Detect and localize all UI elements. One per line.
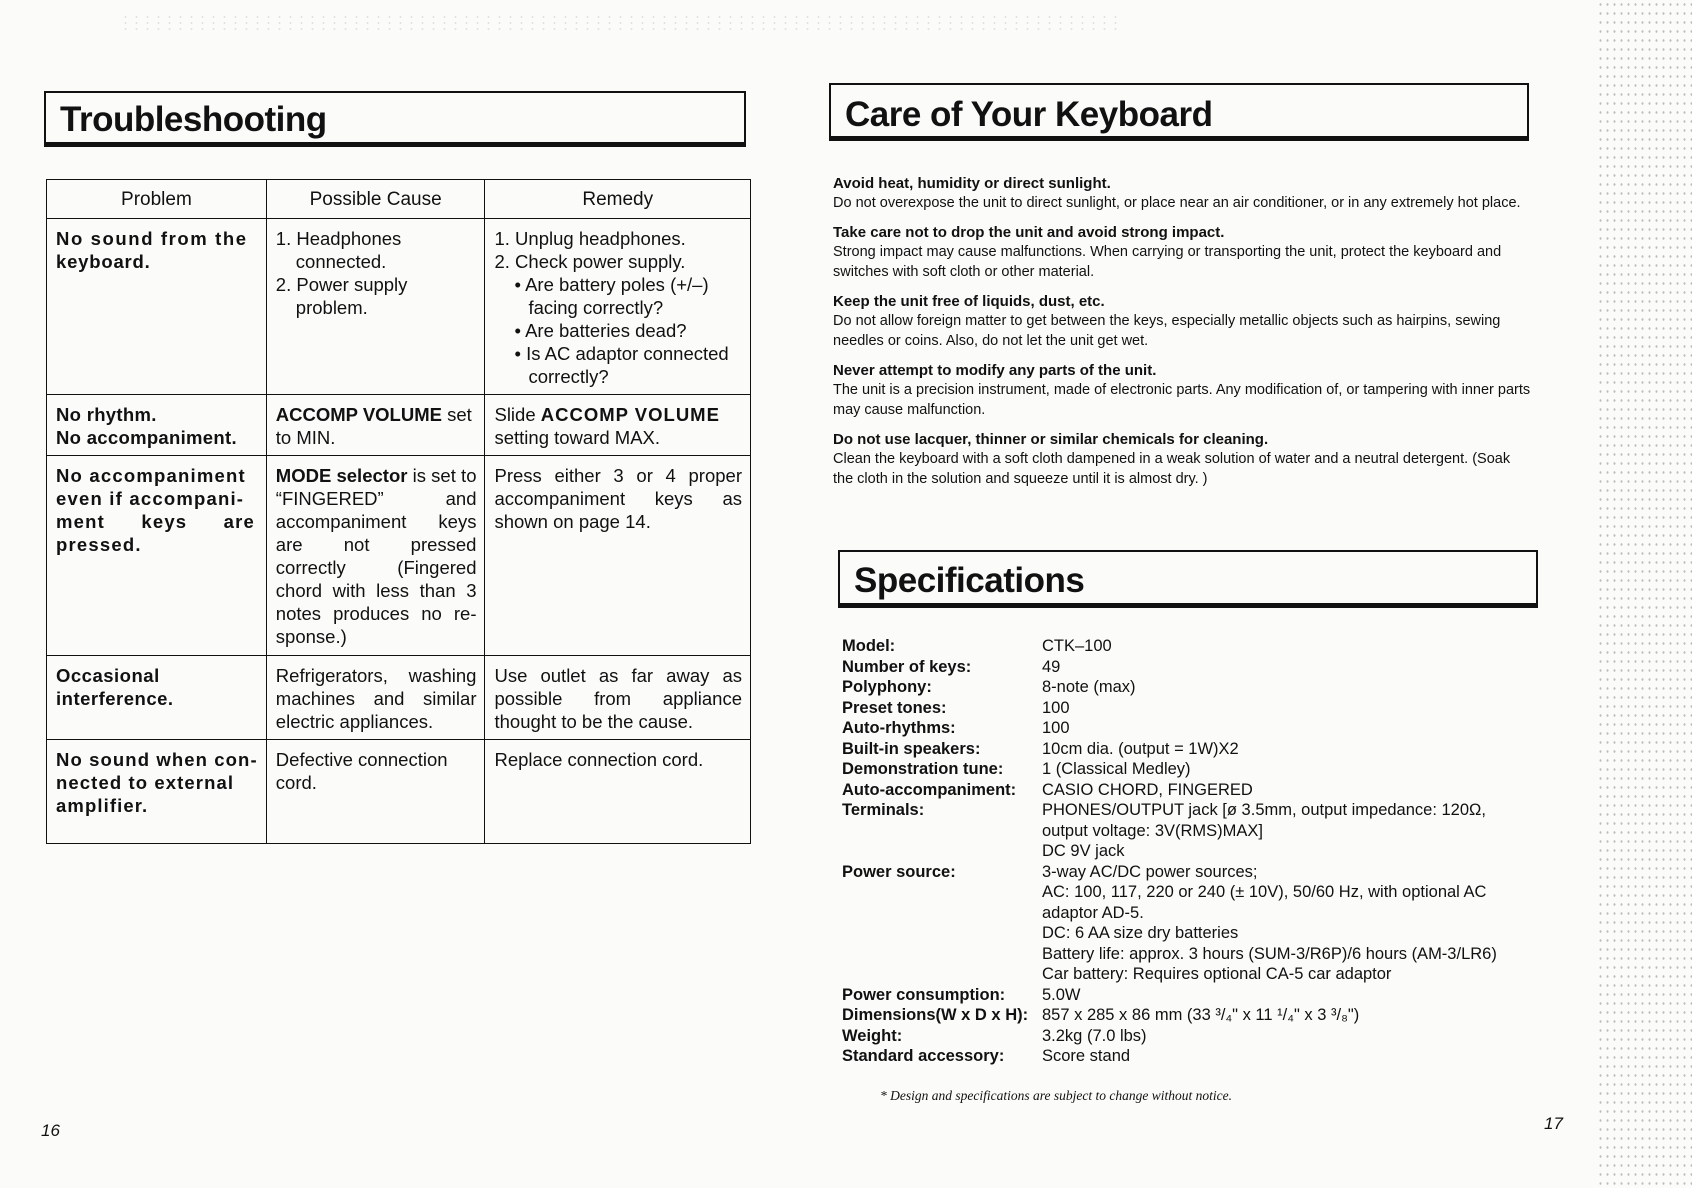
spec-value: Battery life: approx. 3 hours (SUM-3/R6P)/6 hours (AM-3/LR6) xyxy=(1042,944,1497,963)
problem-line: Occasional xyxy=(56,665,160,686)
spec-value: 3-way AC/DC power sources; xyxy=(1042,862,1258,881)
remedy-line: correctly? xyxy=(528,366,609,387)
care-text: Do not allow foreign matter to get between the keys, especially metallic objects such as hairpins, sewing needles or coins. Also, do not let the unit get wet. xyxy=(833,313,1501,349)
cause-text: is set to “FINGERED” and accompaniment keys are not pressed correctly (Fingered chord with less than 3 notes produces no re-sponse.) xyxy=(275,465,477,647)
spec-label: Weight: xyxy=(842,1026,903,1045)
remedy-cell: Replace connection cord. xyxy=(485,740,751,844)
cause-cell: Refrigerators, washing machines and similar electric appliances. xyxy=(266,656,485,740)
problem-cell xyxy=(47,456,267,656)
spec-value: PHONES/OUTPUT jack [ø 3.5mm, output impedance: 120Ω, xyxy=(1042,801,1486,819)
remedy-line: • Are battery poles (+/–) xyxy=(514,274,709,295)
problem-line: No sound from the xyxy=(56,228,248,249)
remedy-cell: Use outlet as far away as possible from appliance thought to be the cause. xyxy=(485,656,751,740)
spec-label: Power source: xyxy=(842,862,956,881)
remedy-cell xyxy=(485,219,751,395)
remedy-cell: Press either 3 or 4 proper accompaniment keys as shown on page 14. xyxy=(485,456,751,656)
problem-line: amplifier. xyxy=(56,795,149,816)
spec-value: Car battery: Requires optional CA-5 car adaptor xyxy=(1042,965,1392,983)
spec-value: 5.0W xyxy=(1042,985,1081,1004)
spec-label: Power consumption: xyxy=(842,985,1006,1004)
spec-value: AC: 100, 117, 220 or 240 (± 10V), 50/60 Hz, with optional AC xyxy=(1042,883,1487,901)
problem-line: No rhythm. xyxy=(56,404,157,425)
spec-row xyxy=(842,985,1542,1006)
spec-row xyxy=(842,718,1542,739)
care-item xyxy=(833,292,1533,351)
remedy-cell xyxy=(485,395,751,456)
header-cause: Possible Cause xyxy=(266,180,485,219)
spec-value: CTK–100 xyxy=(1042,637,1112,655)
spec-row xyxy=(842,698,1542,719)
cause-cell: Defective connection cord. xyxy=(266,740,485,844)
care-text: Clean the keyboard with a soft cloth dampened in a weak solution of water and a neutral detergent. (Soak the cloth in the solution and squeeze until it is almost dry. ) xyxy=(833,451,1511,487)
care-text: Strong impact may cause malfunctions. When carrying or transporting the unit, protect the keyboard and switches with soft cloth or other material. xyxy=(833,244,1502,280)
spec-value: 1 (Classical Medley) xyxy=(1042,760,1191,778)
problem-line: nected to external xyxy=(56,772,235,793)
problem-cell xyxy=(47,740,267,844)
spec-row xyxy=(842,862,1542,985)
spec-value: output voltage: 3V(RMS)MAX] xyxy=(1042,821,1264,840)
table-row xyxy=(47,656,751,740)
problem-line: interference. xyxy=(56,688,174,709)
care-heading: Do not use lacquer, thinner or similar chemicals for cleaning. xyxy=(833,431,1269,448)
cause-bold: ACCOMP VOLUME xyxy=(275,404,442,425)
specs-title: Specifications xyxy=(854,561,1085,600)
spec-value: DC: 6 AA size dry batteries xyxy=(1042,924,1239,942)
cause-cell xyxy=(266,456,485,656)
spec-row xyxy=(842,759,1542,780)
table-row xyxy=(47,395,751,456)
care-title-box xyxy=(829,83,1529,141)
cause-line: 1. Headphones xyxy=(275,228,402,249)
care-heading: Keep the unit free of liquids, dust, etc. xyxy=(833,293,1105,310)
care-heading: Avoid heat, humidity or direct sunlight. xyxy=(833,175,1111,192)
remedy-bold: ACCOMP VOLUME xyxy=(540,404,720,425)
care-item xyxy=(833,223,1533,282)
spec-row xyxy=(842,1046,1542,1067)
spec-label: Auto-rhythms: xyxy=(842,719,956,737)
spec-label: Model: xyxy=(842,637,896,655)
care-text: Do not overexpose the unit to direct sunlight, or place near an air conditioner, or in any extremely hot place. xyxy=(833,195,1521,211)
spec-value: 10cm dia. (output = 1W)X2 xyxy=(1042,739,1239,758)
spec-value: 49 xyxy=(1042,657,1061,676)
table-header-row xyxy=(47,180,751,219)
spec-row xyxy=(842,1005,1542,1026)
problem-line: even if accompani- xyxy=(56,488,245,509)
spec-row xyxy=(842,636,1542,657)
cause-cell xyxy=(266,395,485,456)
spec-row xyxy=(842,739,1542,760)
spec-row xyxy=(842,780,1542,801)
page-edge-speckle xyxy=(1597,0,1692,1188)
spec-value: 100 xyxy=(1042,698,1070,717)
remedy-line: facing correctly? xyxy=(528,297,664,318)
problem-cell xyxy=(47,656,267,740)
spec-label: Standard accessory: xyxy=(842,1047,1005,1065)
cause-line: 2. Power supply xyxy=(275,274,408,295)
remedy-line: 2. Check power supply. xyxy=(494,251,686,272)
spec-value: adaptor AD-5. xyxy=(1042,903,1144,922)
specs-footnote: * Design and specifications are subject to change without notice. xyxy=(880,1088,1232,1103)
cause-line: connected. xyxy=(295,251,387,272)
care-item xyxy=(833,430,1533,489)
care-item xyxy=(833,361,1533,420)
spec-value: Score stand xyxy=(1042,1047,1131,1065)
problem-line: No accompaniment xyxy=(56,465,246,486)
care-title: Care of Your Keyboard xyxy=(845,95,1213,134)
problem-line: No sound when con- xyxy=(56,749,258,770)
cause-text: set to MIN. xyxy=(275,404,472,448)
remedy-line: • Is AC adaptor connected xyxy=(514,343,729,364)
spec-label: Demonstration tune: xyxy=(842,760,1004,778)
spec-label: Number of keys: xyxy=(842,657,972,676)
spec-label: Polyphony: xyxy=(842,678,932,696)
cause-line: problem. xyxy=(295,297,368,318)
header-problem: Problem xyxy=(47,180,267,219)
table-row xyxy=(47,456,751,656)
problem-line: ment keys are xyxy=(56,511,256,532)
page-number-right: 17 xyxy=(1544,1114,1563,1133)
table-row xyxy=(47,740,751,844)
care-item xyxy=(833,174,1533,213)
spec-label: Auto-accompaniment: xyxy=(842,780,1017,799)
remedy-text: Slide xyxy=(494,404,541,425)
spec-value: 8-note (max) xyxy=(1042,678,1136,696)
spec-value: 857 x 285 x 86 mm (33 ³/₄" x 11 ¹/₄" x 3 ³/₈") xyxy=(1042,1006,1360,1024)
spec-label: Dimensions(W x D x H): xyxy=(842,1006,1029,1024)
remedy-text: setting toward MAX. xyxy=(494,427,661,448)
spec-row xyxy=(842,1026,1542,1047)
care-heading: Take care not to drop the unit and avoid strong impact. xyxy=(833,224,1225,241)
spec-value: DC 9V jack xyxy=(1042,842,1125,860)
spec-row xyxy=(842,657,1542,678)
table-row xyxy=(47,219,751,395)
problem-line: pressed. xyxy=(56,534,142,555)
specs-list xyxy=(842,636,1542,1067)
troubleshooting-title: Troubleshooting xyxy=(60,100,327,139)
scan-noise xyxy=(120,14,1120,32)
spec-value: 3.2kg (7.0 lbs) xyxy=(1042,1026,1147,1045)
problem-cell xyxy=(47,219,267,395)
troubleshooting-title-box xyxy=(44,91,746,147)
care-text: The unit is a precision instrument, made of electronic parts. Any modification of, or tampering with inner parts may cause malfunction. xyxy=(833,382,1531,418)
specs-title-box xyxy=(838,550,1538,608)
troubleshooting-table xyxy=(46,179,751,844)
spec-row xyxy=(842,677,1542,698)
remedy-line: 1. Unplug headphones. xyxy=(494,228,686,249)
cause-bold: MODE selector xyxy=(275,465,408,486)
spec-value: 100 xyxy=(1042,719,1070,737)
problem-cell xyxy=(47,395,267,456)
spec-label: Preset tones: xyxy=(842,698,947,717)
spec-label: Built-in speakers: xyxy=(842,739,981,758)
cause-cell xyxy=(266,219,485,395)
spec-label: Terminals: xyxy=(842,801,925,819)
problem-line: No accompaniment. xyxy=(56,427,237,448)
problem-line: keyboard. xyxy=(56,251,151,272)
page-number-left: 16 xyxy=(41,1121,60,1140)
remedy-line: • Are batteries dead? xyxy=(514,320,687,341)
spec-value: CASIO CHORD, FINGERED xyxy=(1042,780,1253,799)
care-heading: Never attempt to modify any parts of the unit. xyxy=(833,362,1157,379)
header-remedy: Remedy xyxy=(485,180,751,219)
spec-row xyxy=(842,800,1542,862)
care-section xyxy=(833,174,1533,499)
